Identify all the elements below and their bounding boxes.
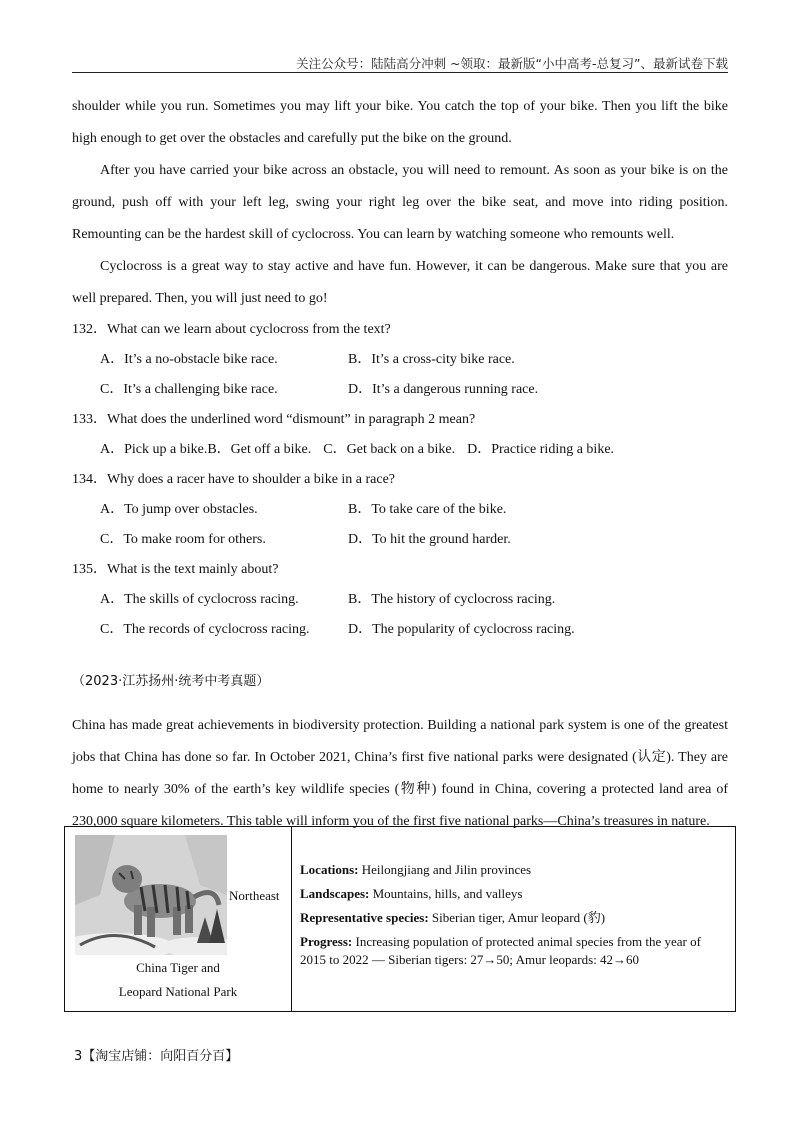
passage-paragraph: After you have carried your bike across an obstacle, you will need to remount. As soon as your bike is on the ground, push off with your left leg, swing your right leg over the bike seat, and move into riding position. Remounting can be the hardest skill of cyclocross. You can learn by watching someone who remounts well. (72, 163, 728, 242)
option-d: D．To hit the ground harder. (348, 532, 511, 547)
park-locations: Locations: Heilongjiang and Jilin provinces (300, 862, 532, 877)
question-stem: 134．Why does a racer have to shoulder a bike in a race? (72, 472, 396, 487)
page-footer: 3【淘宝店铺：向阳百分百】 (74, 1049, 239, 1064)
option-b: B．To take care of the bike. (348, 502, 507, 517)
park-name (65, 956, 291, 1004)
question-134 (72, 465, 728, 555)
option-d: D．It’s a dangerous running race. (348, 382, 539, 397)
park-name-line3: Leopard National Park (118, 984, 238, 999)
question-133 (72, 405, 728, 465)
option-d: D．The popularity of cyclocross racing. (348, 622, 575, 637)
options-row (72, 615, 728, 645)
options-row (72, 435, 728, 465)
park-landscapes: Landscapes: Mountains, hills, and valleys (300, 886, 523, 901)
question-stem: 133．What does the underlined word “dismount” in paragraph 2 mean? (72, 412, 476, 427)
option-d: D．Practice riding a bike. (467, 442, 615, 457)
option-a: A．It’s a no-obstacle bike race. (100, 352, 278, 367)
option-a: A．The skills of cyclocross racing. (100, 592, 299, 607)
header-divider (72, 72, 728, 73)
tiger-photo-icon (75, 835, 227, 955)
options-row (72, 345, 728, 375)
passage-paragraph: Cyclocross is a great way to stay active and have fun. However, it can be dangerous. Make sure that you are well prepared. Then, you will just need to go! (72, 259, 728, 306)
option-c: C．To make room for others. (100, 532, 266, 547)
option-c: C．The records of cyclocross racing. (100, 622, 310, 637)
park-species: Representative species: Siberian tiger, Amur leopard (豹) (300, 910, 606, 925)
option-c: C．It’s a challenging bike race. (100, 382, 278, 397)
question-135 (72, 555, 728, 645)
passage-paragraph: shoulder while you run. Sometimes you may lift your bike. You catch the top of your bike. Then you lift the bike high enough to get over the obstacles and carefully put the bike on the ground. (72, 99, 728, 146)
page-content (72, 91, 728, 838)
exam-source: （2023·江苏扬州·统考中考真题） (72, 674, 270, 689)
options-row (72, 375, 728, 405)
national-park-table (64, 826, 736, 1012)
option-b: B．Get off a bike. (207, 442, 312, 457)
options-row (72, 525, 728, 555)
option-b: B．The history of cyclocross racing. (348, 592, 556, 607)
option-a: A．To jump over obstacles. (100, 502, 258, 517)
park-name-line2: China Tiger and (136, 960, 220, 975)
question-132 (72, 315, 728, 405)
page-header-text: 关注公众号：陆陆高分冲刺 ~领取：最新版“小中高考-总复习”、最新试卷下载 (296, 56, 728, 71)
park-details-cell (292, 827, 735, 1011)
park-progress: Progress: Increasing population of protected animal species from the year of 2015 to 2022 — Siberian tigers: 27→50; Amur leopards: 42→60 (300, 934, 701, 967)
intro-paragraph: China has made great achievements in biodiversity protection. Building a national park system is one of the greatest jobs that China has done so far. In October 2021, China’s first five national parks were designated (认定). They are home to nearly 30% of the earth’s key wildlife species (物种) found in China, covering a protected land area of 230,000 square kilometers. This table will inform you of the first five national parks—China’s treasures in nature. (72, 718, 728, 829)
option-c: C．Get back on a bike. (323, 442, 456, 457)
options-row (72, 585, 728, 615)
question-stem: 132．What can we learn about cyclocross from the text? (72, 322, 391, 337)
park-name-cell (65, 827, 292, 1011)
option-a: A．Pick up a bike. (100, 442, 208, 457)
question-stem: 135．What is the text mainly about? (72, 562, 279, 577)
option-b: B．It’s a cross-city bike race. (348, 352, 515, 367)
options-row (72, 495, 728, 525)
park-name-line1: Northeast (229, 888, 280, 903)
